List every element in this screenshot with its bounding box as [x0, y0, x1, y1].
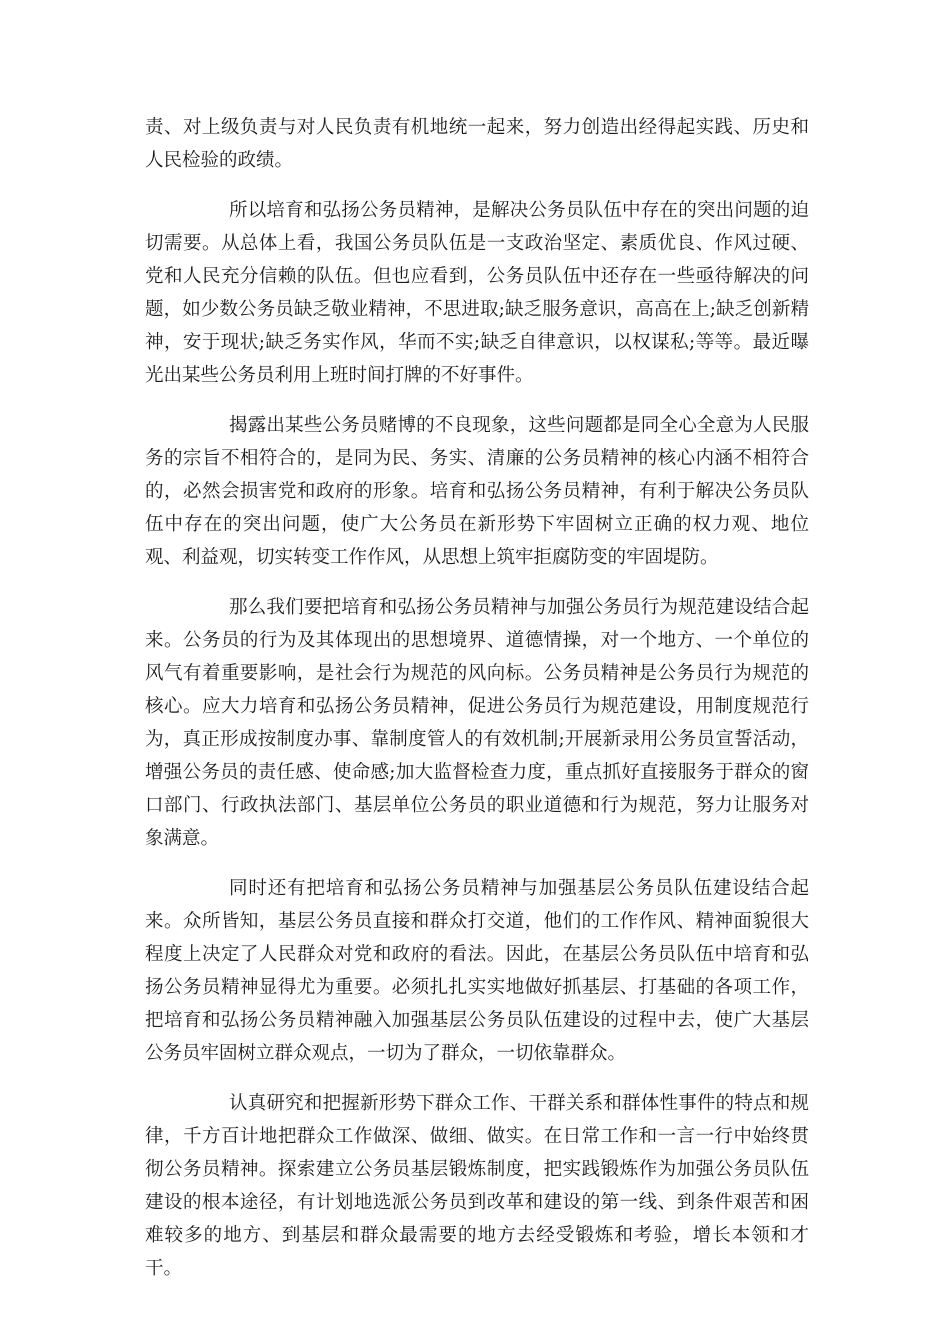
document-body [145, 111, 809, 1302]
paragraph: 同时还有把培育和弘扬公务员精神与加强基层公务员队伍建设结合起来。众所皆知，基层公务员直接和群众打交道，他们的工作作风、精神面貌很大程度上决定了人民群众对党和政府的看法。因此，在基层公务员队伍中培育和弘扬公务员精神显得尤为重要。必须扎扎实实地做好抓基层、打基础的各项工作，把培育和弘扬公务员精神融入加强基层公务员队伍建设的过程中去，使广大基层公务员牢固树立群众观点，一切为了群众，一切依靠群众。 [145, 878, 809, 1064]
paragraph: 认真研究和把握新形势下群众工作、干群关系和群体性事件的特点和规律，千方百计地把群众工作做深、做细、做实。在日常工作和一言一行中始终贯彻公务员精神。探索建立公务员基层锻炼制度，把实践锻炼作为加强公务员队伍建设的根本途径，有计划地选派公务员到改革和建设的第一线、到条件艰苦和困难较多的地方、到基层和群众最需要的地方去经受锻炼和考验，增长本领和才干。 [145, 1093, 809, 1279]
paragraph: 那么我们要把培育和弘扬公务员精神与加强公务员行为规范建设结合起来。公务员的行为及其体现出的思想境界、道德情操，对一个地方、一个单位的风气有着重要影响，是社会行为规范的风向标。公务员精神是公务员行为规范的核心。应大力培育和弘扬公务员精神，促进公务员行为规范建设，用制度规范行为，真正形成按制度办事、靠制度管人的有效机制;开展新录用公务员宣誓活动，增强公务员的责任感、使命感;加大监督检查力度，重点抓好直接服务于群众的窗口部门、行政执法部门、基层单位公务员的职业道德和行为规范，努力让服务对象满意。 [145, 597, 809, 849]
paragraph-continuation: 责、对上级负责与对人民负责有机地统一起来，努力创造出经得起实践、历史和人民检验的政绩。 [145, 117, 809, 171]
paragraph: 揭露出某些公务员赌博的不良现象，这些问题都是同全心全意为人民服务的宗旨不相符合的，是同为民、务实、清廉的公务员精神的核心内涵不相符合的，必然会损害党和政府的形象。培育和弘扬公务员精神，有利于解决公务员队伍中存在的突出问题，使广大公务员在新形势下牢固树立正确的权力观、地位观、利益观，切实转变工作作风，从思想上筑牢拒腐防变的牢固堤防。 [145, 415, 809, 568]
paragraph: 所以培育和弘扬公务员精神，是解决公务员队伍中存在的突出问题的迫切需要。从总体上看，我国公务员队伍是一支政治坚定、素质优良、作风过硬、党和人民充分信赖的队伍。但也应看到，公务员队伍中还存在一些亟待解决的问题，如少数公务员缺乏敬业精神，不思进取;缺乏服务意识，高高在上;缺乏创新精神，安于现状;缺乏务实作风，华而不实;缺乏自律意识，以权谋私;等等。最近曝光出某些公务员利用上班时间打牌的不好事件。 [145, 200, 809, 386]
